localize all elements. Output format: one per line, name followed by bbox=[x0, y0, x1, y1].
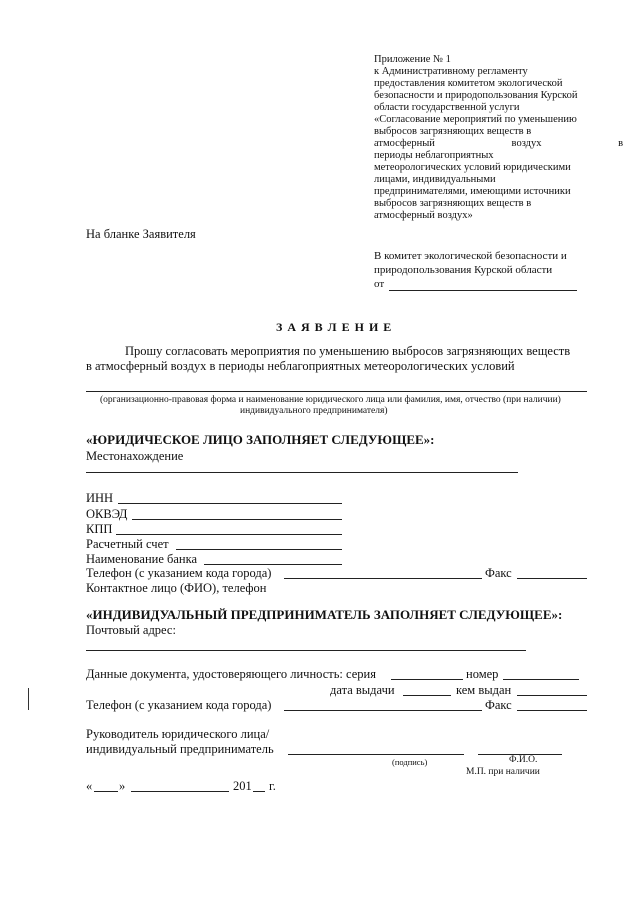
id-number-field[interactable] bbox=[503, 679, 579, 680]
inn-label: ИНН bbox=[86, 491, 114, 505]
okved-label: ОКВЭД bbox=[86, 507, 128, 521]
recipient-from-field[interactable] bbox=[389, 290, 577, 291]
recipient-from-label: от bbox=[374, 278, 385, 290]
date-year-field[interactable] bbox=[253, 791, 265, 792]
location-label: Местонахождение bbox=[86, 449, 184, 463]
account-label: Расчетный счет bbox=[86, 537, 169, 551]
issue-date-field[interactable] bbox=[403, 695, 451, 696]
fax-label: Факс bbox=[485, 566, 512, 580]
signatory-line-1: Руководитель юридического лица/ bbox=[86, 727, 270, 741]
kpp-label: КПП bbox=[86, 522, 113, 536]
date-open-quote: « bbox=[86, 779, 93, 793]
annex-line: предпринимателями, имеющими источники bbox=[374, 186, 571, 197]
id-series-field[interactable] bbox=[391, 679, 463, 680]
request-line-2: в атмосферный воздух в периоды неблагоприятных метеорологических условий bbox=[86, 359, 515, 373]
annex-line: атмосферный воздух в bbox=[374, 138, 624, 149]
date-day-field[interactable] bbox=[94, 791, 118, 792]
annex-line: метеорологических условий юридическими bbox=[374, 162, 571, 173]
id-doc-label: Данные документа, удостоверяющего личность: серия bbox=[86, 667, 376, 681]
legal-entity-heading: «ЮРИДИЧЕСКОЕ ЛИЦО ЗАПОЛНЯЕТ СЛЕДУЮЩЕЕ»: bbox=[86, 432, 435, 447]
annex-line: Приложение № 1 bbox=[374, 54, 451, 65]
individual-phone-label: Телефон (с указанием кода города) bbox=[86, 698, 272, 712]
signatory-line-2: индивидуальный предприниматель bbox=[86, 742, 274, 756]
phone-field[interactable] bbox=[284, 578, 482, 579]
applicant-hint-2: индивидуального предпринимателя) bbox=[240, 406, 388, 416]
issue-date-label: дата выдачи bbox=[330, 683, 395, 697]
recipient-line-1: В комитет экологической безопасности и bbox=[374, 250, 567, 262]
issued-by-field[interactable] bbox=[517, 695, 587, 696]
annex-line: безопасности и природопользования Курской bbox=[374, 90, 578, 101]
postal-field[interactable] bbox=[86, 650, 526, 651]
signature-field[interactable] bbox=[288, 754, 464, 755]
date-month-field[interactable] bbox=[131, 791, 229, 792]
annex-line: лицами, индивидуальными bbox=[374, 174, 496, 185]
annex-line: к Административному регламенту bbox=[374, 66, 528, 77]
issued-by-label: кем выдан bbox=[456, 683, 512, 697]
individual-phone-field[interactable] bbox=[284, 710, 482, 711]
kpp-field[interactable] bbox=[116, 534, 342, 535]
postal-label: Почтовый адрес: bbox=[86, 623, 176, 637]
individual-fax-field[interactable] bbox=[517, 710, 587, 711]
individual-heading: «ИНДИВИДУАЛЬНЫЙ ПРЕДПРИНИМАТЕЛЬ ЗАПОЛНЯЕТ СЛЕДУЮЩЕЕ»: bbox=[86, 607, 563, 622]
date-year-prefix: 201 bbox=[233, 779, 252, 793]
bank-field[interactable] bbox=[204, 564, 342, 565]
number-label: номер bbox=[466, 667, 499, 681]
inn-field[interactable] bbox=[118, 503, 342, 504]
stamp-hint: М.П. при наличии bbox=[466, 767, 540, 777]
annex-line: области государственной услуги bbox=[374, 102, 520, 113]
date-year-suffix: г. bbox=[269, 779, 276, 793]
contact-label: Контактное лицо (ФИО), телефон bbox=[86, 581, 267, 595]
letterhead-note: На бланке Заявителя bbox=[86, 227, 196, 241]
request-line-1: Прошу согласовать мероприятия по уменьшению выбросов загрязняющих веществ bbox=[125, 344, 571, 358]
applicant-hint-1: (организационно-правовая форма и наименование юридического лица или фамилия, имя, отчество (при наличии) bbox=[100, 395, 561, 405]
annex-line: выбросов загрязняющих веществ в bbox=[374, 126, 532, 137]
applicant-name-field[interactable] bbox=[86, 391, 587, 392]
date-close-quote: » bbox=[119, 779, 126, 793]
document-title: З А Я В Л Е Н И Е bbox=[276, 320, 393, 334]
account-field[interactable] bbox=[176, 549, 342, 550]
fax-field[interactable] bbox=[517, 578, 587, 579]
scan-mark bbox=[28, 688, 29, 710]
bank-label: Наименование банка bbox=[86, 552, 198, 566]
okved-field[interactable] bbox=[132, 519, 342, 520]
annex-line: атмосферный воздух» bbox=[374, 210, 473, 221]
annex-line: «Согласование мероприятий по уменьшению bbox=[374, 114, 577, 125]
annex-line: выбросов загрязняющих веществ в bbox=[374, 198, 532, 209]
location-field[interactable] bbox=[86, 472, 518, 473]
annex-line: предоставления комитетом экологической bbox=[374, 78, 563, 89]
annex-line: периоды неблагоприятных bbox=[374, 150, 494, 161]
fio-hint: Ф.И.О. bbox=[509, 755, 538, 765]
phone-label: Телефон (с указанием кода города) bbox=[86, 566, 272, 580]
recipient-line-2: природопользования Курской области bbox=[374, 264, 553, 276]
individual-fax-label: Факс bbox=[485, 698, 512, 712]
signature-hint: (подпись) bbox=[392, 757, 428, 767]
